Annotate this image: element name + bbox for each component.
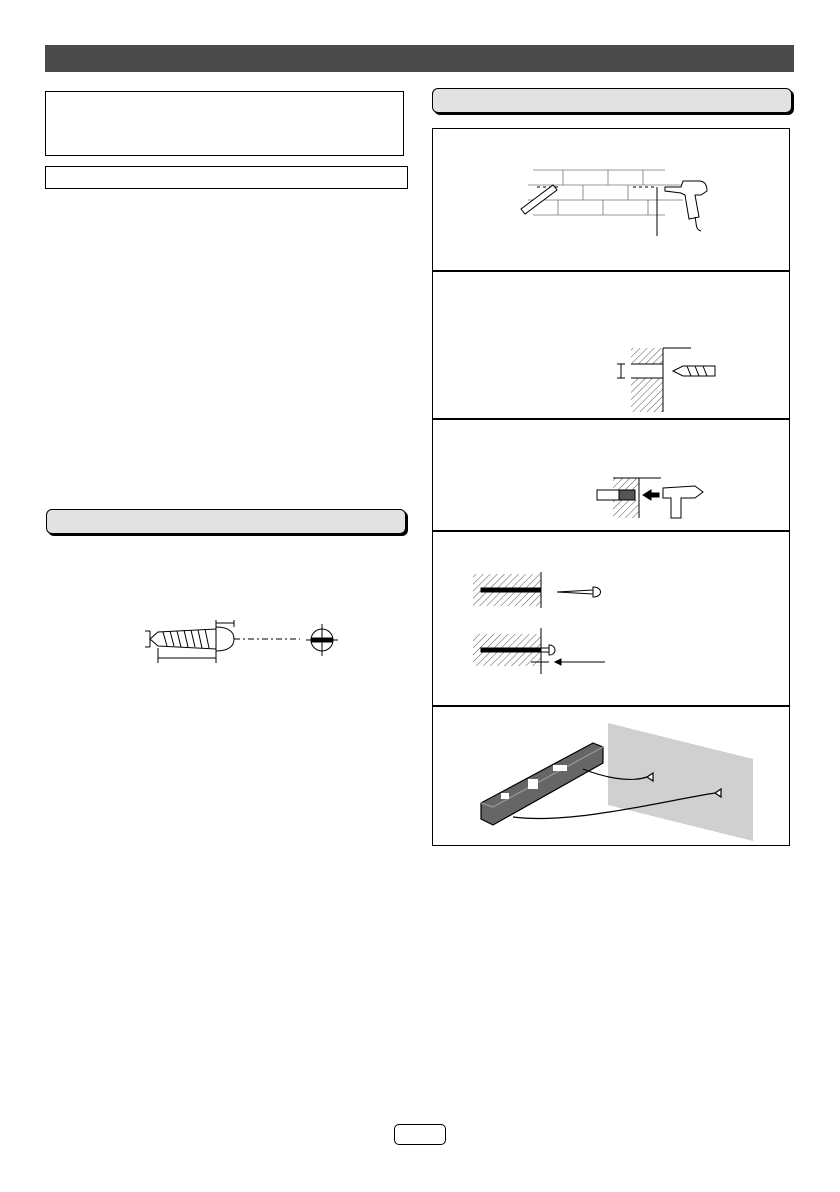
screw-insertion-illustration [433,532,791,707]
wall-drill-section-illustration [433,272,791,420]
hammer-anchor-illustration [433,420,791,532]
step-2-panel [432,271,790,419]
step-4-panel [432,531,790,706]
page-number-badge [394,1124,446,1145]
step-3-panel [432,419,790,531]
soundbar-hang-illustration [433,707,791,847]
step-5-panel [432,706,790,846]
page-number-text [395,1125,396,1126]
drill-holes-illustration [433,129,791,272]
step-1-panel [432,128,790,271]
